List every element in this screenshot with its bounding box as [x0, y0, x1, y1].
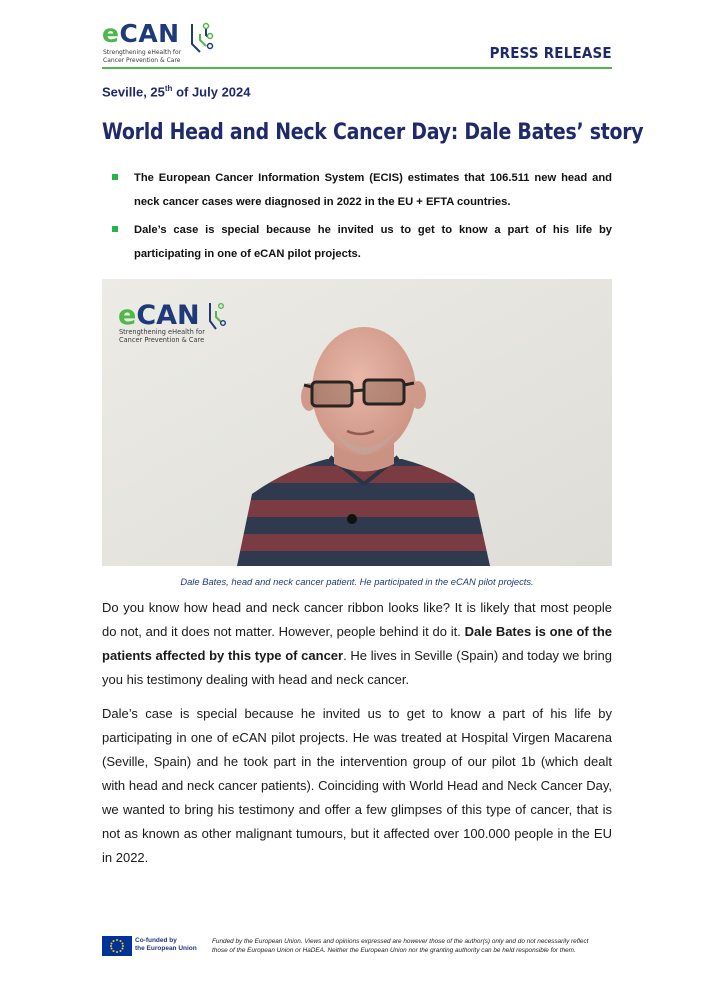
logo-tagline: Strengthening eHealth for Cancer Prevention & Care: [103, 49, 182, 64]
logo-wordmark: eCAN: [102, 19, 180, 48]
eu-cofunded-label: Co-funded by the European Union: [135, 937, 197, 952]
circuit-logo-icon: [188, 22, 218, 56]
highlight-item: The European Cancer Information System (ECIS) estimates that 106.511 new head and neck cancer cases were diagnosed in 2022 in the EU + EFTA countries.: [110, 166, 612, 214]
header-divider: [102, 67, 612, 69]
bullet-square-icon: [112, 174, 118, 180]
body-paragraph: Do you know how head and neck cancer ribbon looks like? It is likely that most people do not, and it does not matter. However, people behind it do it. Dale Bates is one of the patients affected by this type of cancer. He lives in Seville (Spain) and today we bring you his testimony dealing with head and neck cancer.: [102, 600, 612, 687]
svg-text:eCAN: eCAN: [118, 300, 200, 331]
page-title: World Head and Neck Cancer Day: Dale Bates’ story: [102, 120, 644, 145]
funding-disclaimer: Funded by the European Union. Views and opinions expressed are however those of the author(s) only and do not necessarily reflect those of the European Union or HaDEA. Neither the European Union nor the granting authority can be held responsible for them.: [212, 938, 589, 954]
svg-text:Strengthening eHealth for: Strengthening eHealth for: [119, 328, 205, 336]
eu-stars-icon: [102, 936, 132, 956]
photo-caption: Dale Bates, head and neck cancer patient. He participated in the eCAN pilot projects.: [180, 576, 534, 587]
eu-flag-icon: [102, 936, 132, 956]
patient-photo: [102, 279, 612, 566]
bullet-square-icon: [112, 226, 118, 232]
release-date: Seville, 25th of July 2024: [102, 84, 251, 100]
highlight-item: Dale’s case is special because he invited us to get to know a part of his life by participating in one of eCAN pilot projects.: [110, 218, 612, 266]
highlights-list: [110, 166, 612, 270]
ecan-logo: [102, 20, 222, 68]
svg-text:Cancer Prevention & Care: Cancer Prevention & Care: [119, 336, 205, 344]
press-release-label: PRESS RELEASE: [489, 44, 612, 62]
body-paragraph: Dale’s case is special because he invited us to get to know a part of his life by participating in one of eCAN pilot projects. He was treated at Hospital Virgen Macarena (Seville, Spain) and he took part in the intervention group of our pilot 1b (which dealt with head and neck cancer patients). Coinciding with World Head and Neck Cancer Day, we wanted to bring his testimony and offer a few glimpses of this type of cancer, that is not as known as other malignant tumours, but it affected over 100.000 people in the EU in 2022.: [102, 706, 612, 865]
patient-portrait-image: [102, 279, 612, 566]
